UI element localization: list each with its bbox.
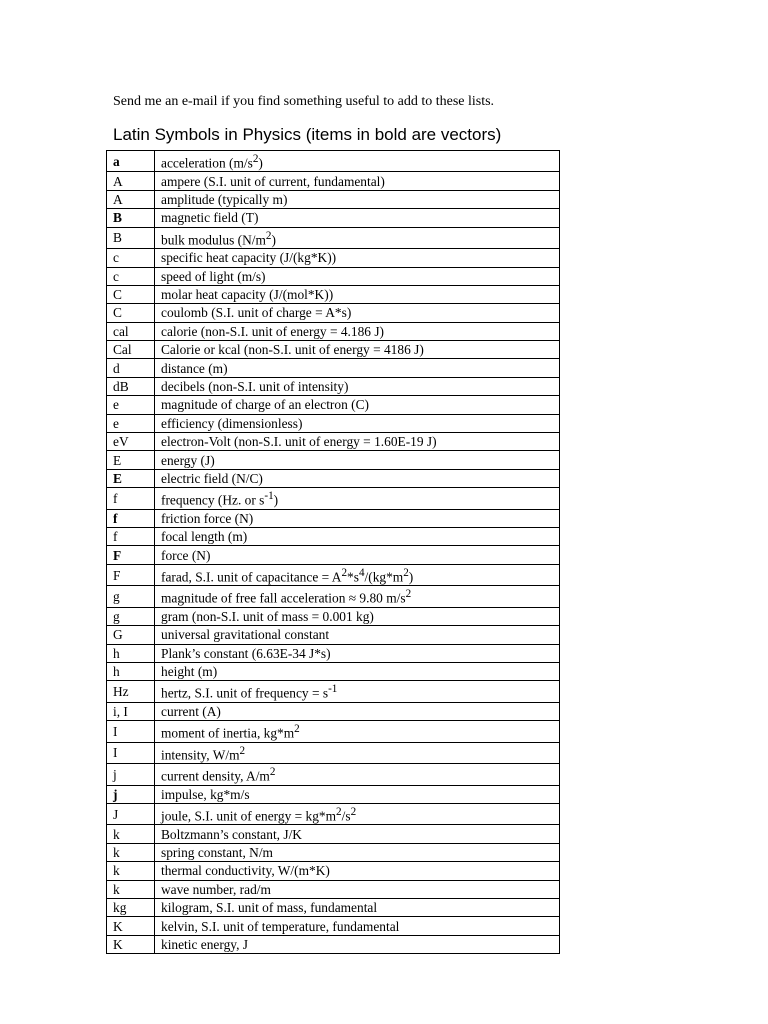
table-row [107,359,560,377]
description-cell: magnetic field (T) [155,209,560,227]
symbol-cell: E [107,469,155,487]
table-row [107,644,560,662]
description-cell: friction force (N) [155,509,560,527]
table-row [107,935,560,953]
table-row [107,843,560,861]
symbol-cell: E [107,451,155,469]
description-cell: amplitude (typically m) [155,190,560,208]
table-row [107,285,560,303]
table-row [107,917,560,935]
table-row [107,764,560,785]
description-cell: spring constant, N/m [155,843,560,861]
description-cell: kilogram, S.I. unit of mass, fundamental [155,899,560,917]
symbols-table-body [107,151,560,954]
symbol-cell: G [107,626,155,644]
table-row [107,702,560,720]
symbol-cell: B [107,227,155,248]
description-cell: molar heat capacity (J/(mol*K)) [155,285,560,303]
description-cell: moment of inertia, $kg*m^2$ [155,721,560,742]
symbol-cell: A [107,190,155,208]
symbol-cell: J [107,803,155,824]
description-cell: speed of light (m/s) [155,267,560,285]
symbol-cell: c [107,267,155,285]
table-row [107,742,560,763]
symbol-cell: A [107,172,155,190]
symbol-cell: C [107,285,155,303]
symbol-cell: d [107,359,155,377]
table-row [107,267,560,285]
table-row [107,304,560,322]
table-row [107,249,560,267]
table-row [107,880,560,898]
table-row [107,721,560,742]
description-cell: gram (non-S.I. unit of mass = 0.001 kg) [155,607,560,625]
table-row [107,681,560,702]
table-row [107,586,560,607]
symbol-cell: c [107,249,155,267]
table-row [107,662,560,680]
table-row [107,414,560,432]
description-cell: force (N) [155,546,560,564]
description-cell: electron-Volt (non-S.I. unit of energy = 1.60E-19 J) [155,433,560,451]
symbol-cell: h [107,644,155,662]
symbol-cell: K [107,917,155,935]
symbol-cell: f [107,488,155,509]
table-row [107,396,560,414]
symbol-cell: kg [107,899,155,917]
symbol-cell: C [107,304,155,322]
description-cell: distance (m) [155,359,560,377]
description-cell: magnitude of charge of an electron (C) [155,396,560,414]
symbol-cell: e [107,414,155,432]
table-row [107,528,560,546]
description-cell: electric field (N/C) [155,469,560,487]
symbol-cell: f [107,509,155,527]
symbol-cell: k [107,880,155,898]
symbol-cell: a [107,151,155,172]
symbol-cell: I [107,742,155,763]
symbol-cell: F [107,546,155,564]
symbol-cell: K [107,935,155,953]
symbol-cell: k [107,862,155,880]
symbol-cell: f [107,528,155,546]
description-cell: current density, $A/m^2$ [155,764,560,785]
description-cell: hertz, S.I. unit of frequency = $s^{-1}$ [155,681,560,702]
symbol-cell: eV [107,433,155,451]
symbol-cell: F [107,564,155,585]
symbol-cell: e [107,396,155,414]
table-row [107,451,560,469]
table-row [107,546,560,564]
symbol-cell: dB [107,377,155,395]
table-row [107,862,560,880]
table-row [107,341,560,359]
description-cell: height (m) [155,662,560,680]
table-row [107,899,560,917]
table-row [107,469,560,487]
description-cell: wave number, rad/m [155,880,560,898]
table-row [107,803,560,824]
description-cell: joule, S.I. unit of energy = $kg*m^2/s^2$ [155,803,560,824]
description-cell: thermal conductivity, W/(m*K) [155,862,560,880]
table-row [107,433,560,451]
description-cell: magnitude of free fall acceleration ≈ 9.80 $m/s^2$ [155,586,560,607]
description-cell: frequency (Hz. or $s^{-1}$) [155,488,560,509]
description-cell: Calorie or kcal (non-S.I. unit of energy = 4186 J) [155,341,560,359]
table-row [107,322,560,340]
symbol-cell: k [107,843,155,861]
table-row [107,564,560,585]
page-title: Latin Symbols in Physics (items in bold are vectors) [113,125,502,144]
description-cell: current (A) [155,702,560,720]
table-row [107,607,560,625]
symbol-cell: g [107,607,155,625]
table-row [107,825,560,843]
table-row [107,509,560,527]
description-cell: decibels (non-S.I. unit of intensity) [155,377,560,395]
description-cell: kinetic energy, J [155,935,560,953]
symbol-cell: j [107,785,155,803]
description-cell: intensity, $W/m^2$ [155,742,560,763]
description-cell: universal gravitational constant [155,626,560,644]
description-cell: impulse, kg*m/s [155,785,560,803]
description-cell: efficiency (dimensionless) [155,414,560,432]
table-row [107,377,560,395]
description-cell: focal length (m) [155,528,560,546]
symbol-cell: I [107,721,155,742]
symbol-cell: Cal [107,341,155,359]
intro-text: Send me an e-mail if you find something useful to add to these lists. [113,94,495,109]
symbol-cell: Hz [107,681,155,702]
description-cell: energy (J) [155,451,560,469]
description-cell: farad, S.I. unit of capacitance = $A^2*s^4/(kg*m^2)$ [155,564,560,585]
symbol-cell: cal [107,322,155,340]
table-row [107,227,560,248]
description-cell: coulomb (S.I. unit of charge = A*s) [155,304,560,322]
table-row [107,151,560,172]
symbol-cell: g [107,586,155,607]
description-cell: specific heat capacity (J/(kg*K)) [155,249,560,267]
symbol-cell: i, I [107,702,155,720]
description-cell: calorie (non-S.I. unit of energy = 4.186 J) [155,322,560,340]
description-cell: bulk modulus $(N/m^2)$ [155,227,560,248]
table-row [107,209,560,227]
symbol-cell: j [107,764,155,785]
description-cell: ampere (S.I. unit of current, fundamental) [155,172,560,190]
description-cell: kelvin, S.I. unit of temperature, fundamental [155,917,560,935]
table-row [107,172,560,190]
symbols-table [106,150,560,954]
table-row [107,785,560,803]
symbol-cell: h [107,662,155,680]
description-cell: acceleration $(m/s^2)$ [155,151,560,172]
symbol-cell: k [107,825,155,843]
table-row [107,488,560,509]
symbol-cell: B [107,209,155,227]
description-cell: Plank’s constant (6.63E-34 J*s) [155,644,560,662]
description-cell: Boltzmann’s constant, J/K [155,825,560,843]
table-row [107,190,560,208]
table-row [107,626,560,644]
